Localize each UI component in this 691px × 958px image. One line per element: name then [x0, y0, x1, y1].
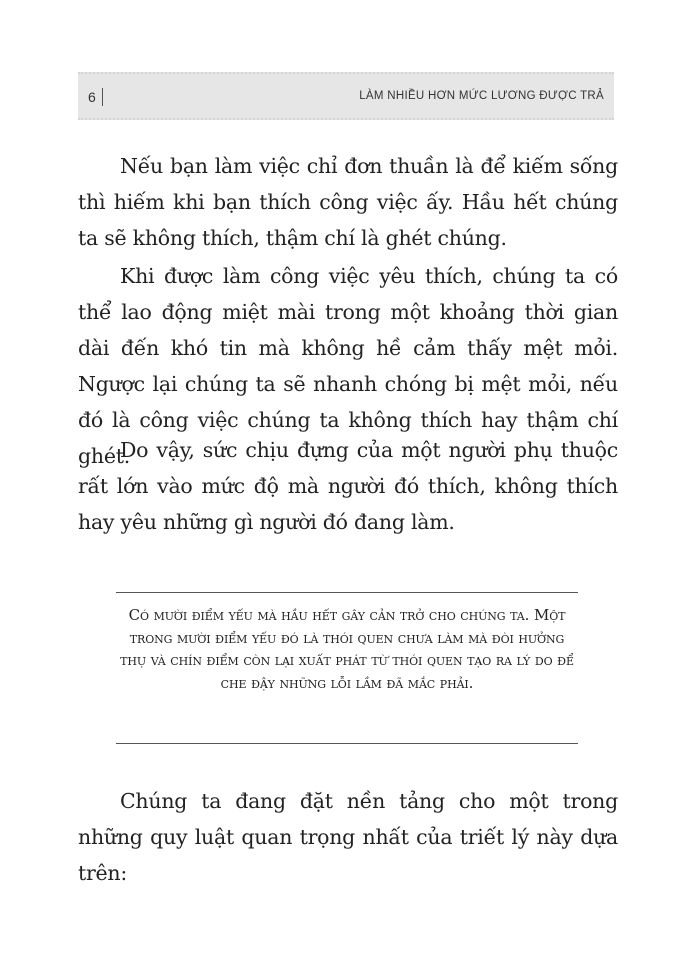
body-paragraph-4: Chúng ta đang đặt nền tảng cho một trong những quy luật quan trọng nhất của triết lý này dựa trên:: [78, 789, 618, 885]
pull-quote: Có mười điểm yếu mà hầu hết gây cản trở cho chúng ta. Một trong mười điểm yếu đó là thói quen chưa làm mà đòi hưởng thụ và chín điểm còn lại xuất phát từ thói quen tạo ra lý do để che đậy những lỗi lầm đã mắc phải.: [120, 606, 574, 692]
quote-top-rule: [116, 592, 578, 593]
body-paragraph-3: Do vậy, sức chịu đựng của một người phụ thuộc rất lớn vào mức độ mà người đó thích, không thích hay yêu những gì người đó đang làm.: [78, 438, 618, 534]
page-number: 6: [88, 89, 96, 105]
body-paragraph-1: Nếu bạn làm việc chỉ đơn thuần là để kiếm sống thì hiếm khi bạn thích công việc ấy. Hầu hết chúng ta sẽ không thích, thậm chí là ghét chúng.: [78, 154, 618, 250]
running-header: [78, 72, 614, 120]
body-paragraph-2: Khi được làm công việc yêu thích, chúng ta có thể lao động miệt mài trong một khoảng thời gian dài đến khó tin mà không hề cảm thấy mệt mỏi. Ngược lại chúng ta sẽ nhanh chóng bị mệt mỏi, nếu đó là công việc chúng ta không thích hay thậm chí ghét.: [78, 264, 618, 468]
quote-bottom-rule: [116, 743, 578, 744]
running-title: LÀM NHIỀU HƠN MỨC LƯƠNG ĐƯỢC TRẢ: [359, 90, 604, 102]
header-divider: [102, 88, 103, 106]
